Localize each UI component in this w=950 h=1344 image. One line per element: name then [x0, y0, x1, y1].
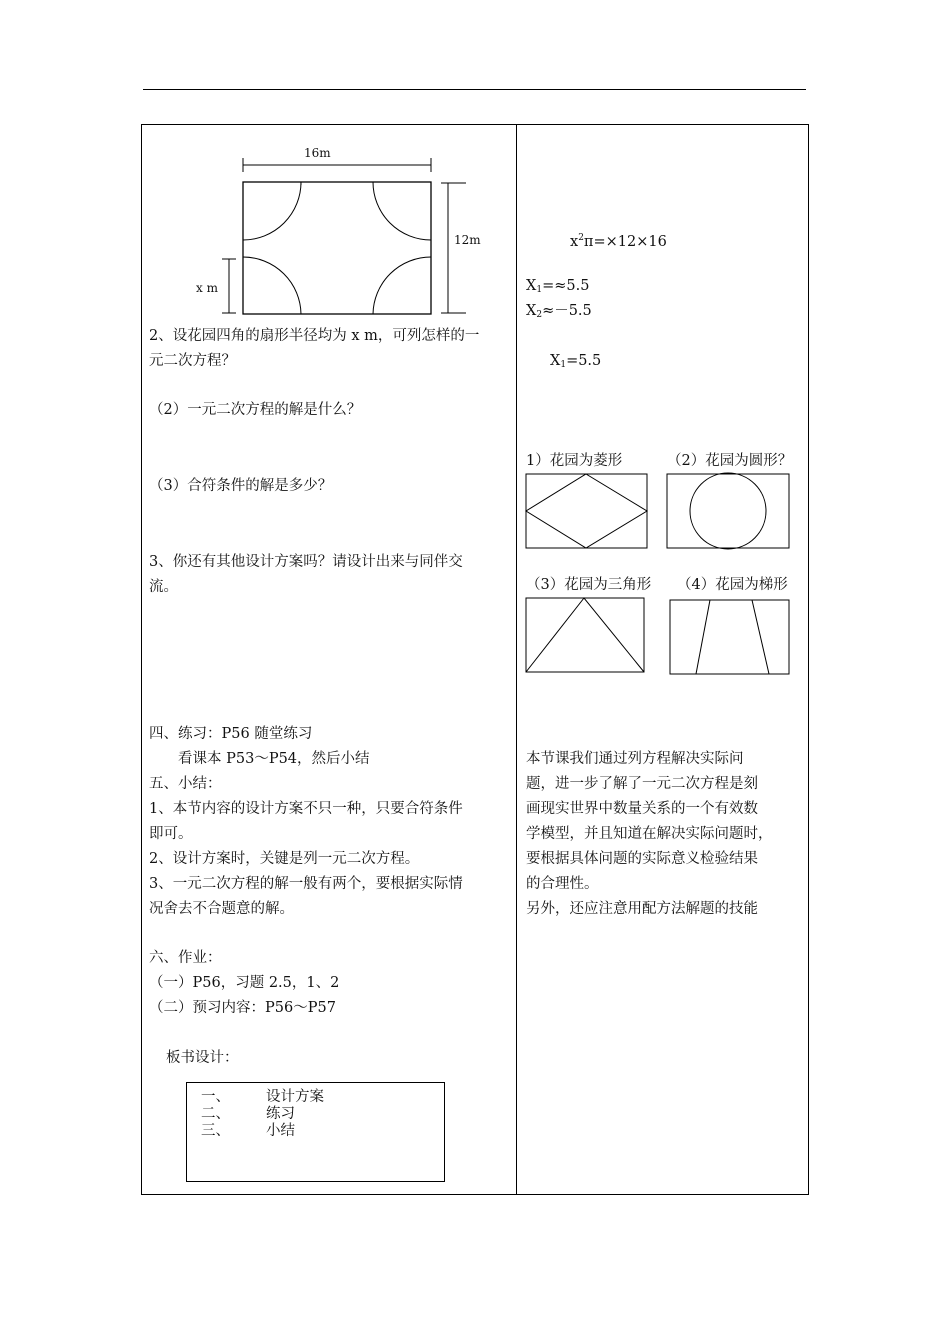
homework-2: （二）预习内容：P56～P57 [149, 1000, 336, 1016]
question-2-line2: 元二次方程？ [149, 353, 236, 369]
board-title: 板书设计： [166, 1050, 239, 1066]
summary-3a: 3、一元二次方程的解一般有两个，要根据实际情 [149, 876, 463, 892]
valid-solution: $X_1=5.5$ [550, 353, 602, 370]
board-num-3: 三、 [201, 1123, 230, 1139]
circle-diagram [667, 473, 789, 549]
summary-3b: 况舍去不合题意的解。 [149, 901, 294, 917]
board-num-2: 二、 [201, 1106, 230, 1122]
question-3-line2: 流。 [149, 579, 178, 595]
shape-label-triangle: （3）花园为三角形 [526, 577, 652, 593]
conclusion-line5: 要根据具体问题的实际意义检验结果 [526, 851, 758, 867]
trapezoid-diagram [670, 600, 789, 674]
conclusion-line4: 学模型，并且知道在解决实际问题时， [526, 826, 773, 842]
question-3-line1: 3、你还有其他设计方案吗？请设计出来与同伴交 [149, 554, 463, 570]
summary-1a: 1、本节内容的设计方案不只一种，只要合符条件 [149, 801, 463, 817]
practice-title: 四、练习：P56 随堂练习 [149, 726, 313, 742]
conclusion-line6: 的合理性。 [526, 876, 599, 892]
practice-note: 看课本 P53～P54，然后小结 [178, 751, 370, 767]
solution-x2: $X_2\approx-5.5$ [526, 303, 592, 320]
solution-x1: $X_1=\approx 5.5$ [526, 278, 590, 295]
conclusion-line1: 本节课我们通过列方程解决实际问 [526, 751, 744, 767]
summary-1b: 即可。 [149, 826, 193, 842]
board-num-1: 一、 [201, 1089, 230, 1105]
homework-title: 六、作业： [149, 950, 222, 966]
board-item-1: 设计方案 [266, 1089, 324, 1105]
board-item-3: 小结 [266, 1123, 295, 1139]
conclusion-line7: 另外，还应注意用配方法解题的技能 [526, 901, 758, 917]
shape-label-trapezoid: （4）花园为梯形 [677, 577, 788, 593]
width-label: 16m [304, 146, 331, 160]
equation: $x^2\pi=\times 12\times 16$ [570, 233, 667, 250]
conclusion-line2: 题，进一步了解了一元二次方程是刻 [526, 776, 758, 792]
question-2-sub2: （2）一元二次方程的解是什么？ [149, 402, 362, 418]
shape-label-rhombus: 1）花园为菱形 [526, 453, 623, 469]
board-item-2: 练习 [266, 1106, 295, 1122]
summary-title: 五、小结： [149, 776, 222, 792]
radius-label: x m [196, 281, 218, 295]
shape-label-circle: （2）花园为圆形？ [667, 453, 793, 469]
rhombus-diagram [526, 474, 647, 548]
homework-1: （一）P56，习题 2.5，1、2 [149, 975, 340, 991]
question-2-line1: 2、设花园四角的扇形半径均为 x m，可列怎样的一 [149, 328, 480, 344]
question-2-sub3: （3）合符条件的解是多少？ [149, 478, 333, 494]
triangle-diagram [526, 598, 644, 672]
conclusion-line3: 画现实世界中数量关系的一个有效数 [526, 801, 758, 817]
height-label: 12m [454, 233, 481, 247]
summary-2: 2、设计方案时，关键是列一元二次方程。 [149, 851, 420, 867]
